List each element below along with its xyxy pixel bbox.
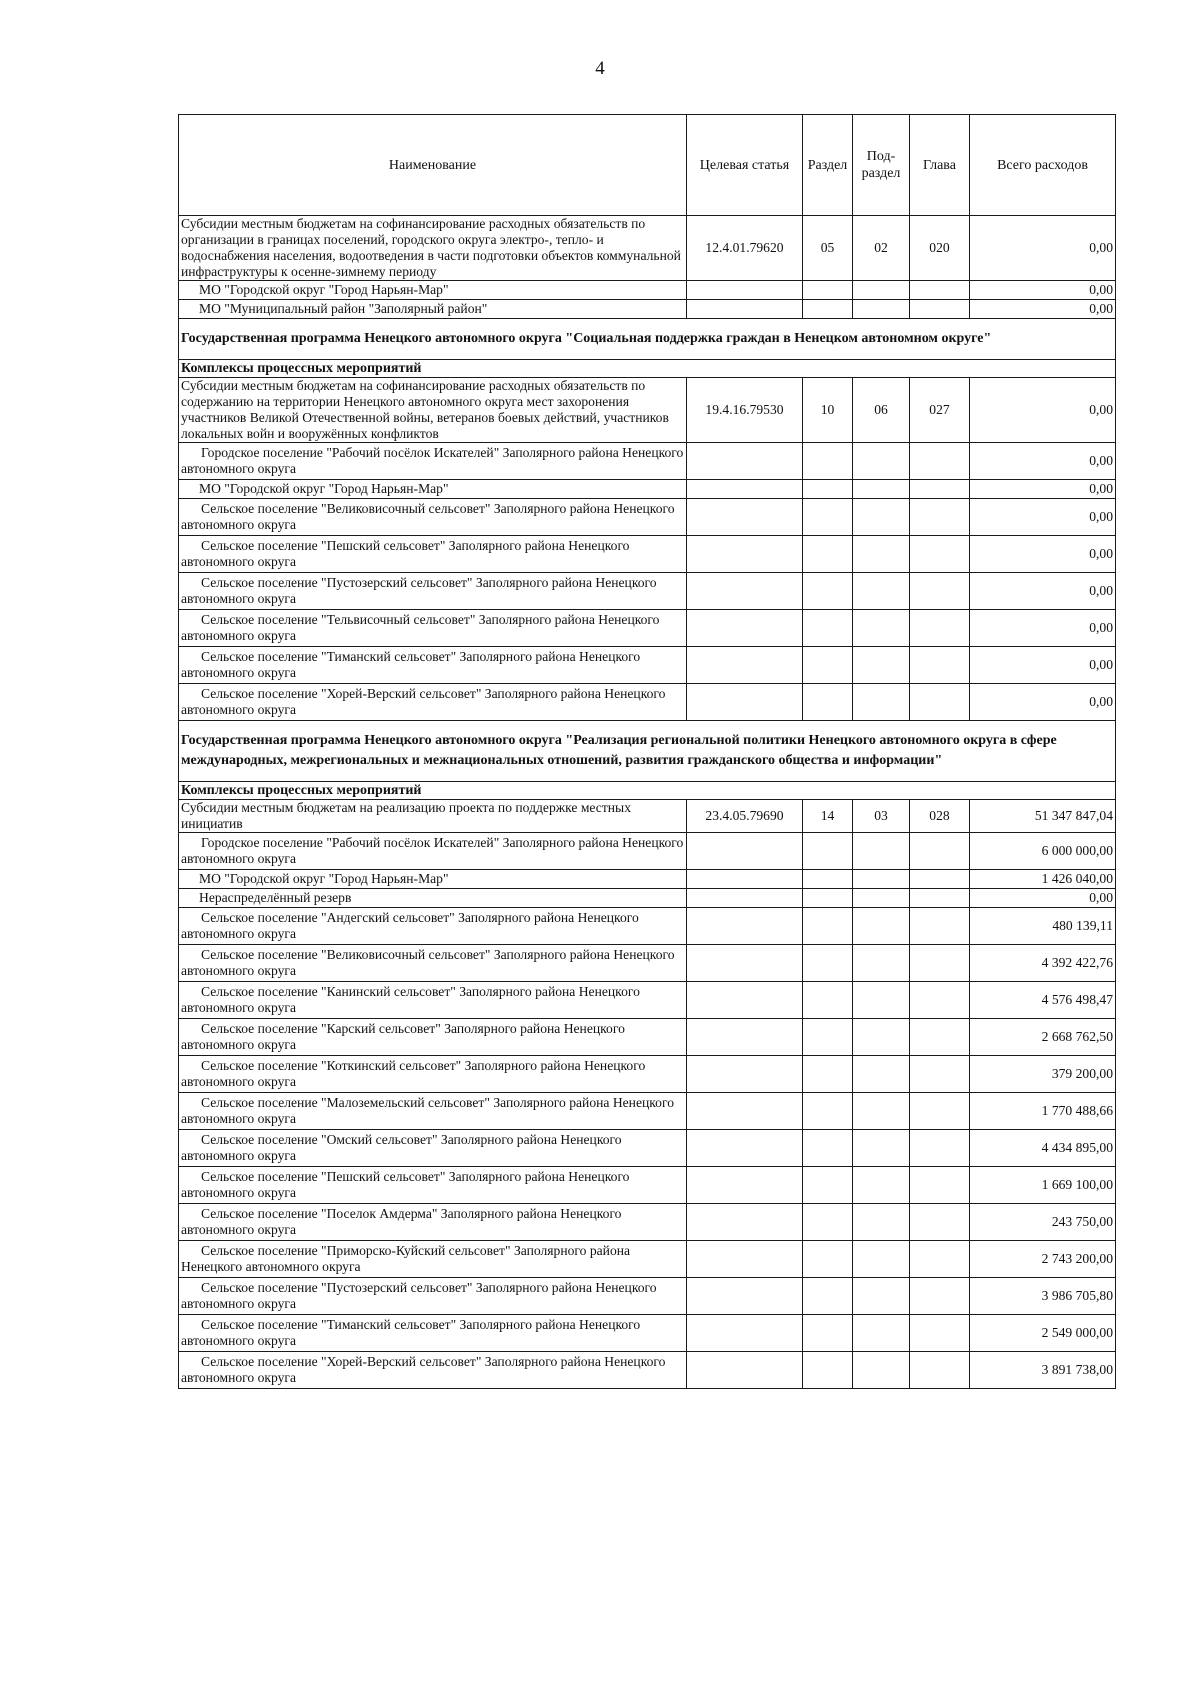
table-row-recipient2	[179, 1352, 1116, 1389]
razdel-code	[803, 1093, 853, 1130]
glava-code	[910, 610, 970, 647]
recipient-name	[179, 1352, 687, 1389]
razdel-code: 14	[803, 800, 853, 833]
glava-code	[910, 443, 970, 480]
podrazdel-code	[853, 1093, 910, 1130]
glava-code	[910, 1352, 970, 1389]
podrazdel-code	[853, 536, 910, 573]
table-row-sub	[179, 782, 1116, 800]
total-amount: 1 770 488,66	[970, 1093, 1116, 1130]
table-row-recipient2	[179, 1315, 1116, 1352]
table-row-recipient	[179, 889, 1116, 908]
razdel-code	[803, 1167, 853, 1204]
podrazdel-code	[853, 908, 910, 945]
podrazdel-code: 06	[853, 378, 910, 443]
program-title: Государственная программа Ненецкого автономного округа "Социальная поддержка граждан в Ненецком автономном округе"	[179, 319, 1116, 360]
recipient-name	[179, 1130, 687, 1167]
recipient-name-text: Сельское поселение "Тиманский сельсовет" Заполярного района Ненецкого автономного округа	[181, 1317, 641, 1348]
recipient-name	[179, 908, 687, 945]
total-amount: 0,00	[970, 684, 1116, 721]
expense-item-name: Субсидии местным бюджетам на софинансирование расходных обязательств по содержанию на территории Ненецкого автономного округа мест захоронения участников Великой Отечественной войны, ветеранов боевых действий, участников локальных войн и вооружённых конфликтов	[179, 378, 687, 443]
table-row-sub	[179, 360, 1116, 378]
header-razdel: Раздел	[803, 115, 853, 216]
recipient-name	[179, 443, 687, 480]
target-code	[687, 1093, 803, 1130]
glava-code	[910, 573, 970, 610]
podrazdel-code	[853, 1167, 910, 1204]
total-amount: 0,00	[970, 281, 1116, 300]
target-code	[687, 573, 803, 610]
expense-item-name: Субсидии местным бюджетам на реализацию проекта по поддержке местных инициатив	[179, 800, 687, 833]
table-row-recipient2	[179, 1093, 1116, 1130]
razdel-code	[803, 499, 853, 536]
table-row-recipient2	[179, 573, 1116, 610]
podrazdel-code	[853, 1019, 910, 1056]
razdel-code: 10	[803, 378, 853, 443]
table-row-recipient	[179, 300, 1116, 319]
table-row-program	[179, 319, 1116, 360]
podrazdel-code	[853, 889, 910, 908]
recipient-name-text: Сельское поселение "Приморско-Куйский сельсовет" Заполярного района Ненецкого автономного округа	[181, 1243, 631, 1274]
header-target: Целевая статья	[687, 115, 803, 216]
razdel-code	[803, 1204, 853, 1241]
total-amount: 6 000 000,00	[970, 833, 1116, 870]
glava-code	[910, 889, 970, 908]
glava-code	[910, 536, 970, 573]
target-code	[687, 982, 803, 1019]
recipient-name	[179, 982, 687, 1019]
target-code	[687, 1019, 803, 1056]
recipient-name	[179, 684, 687, 721]
podrazdel-code	[853, 1315, 910, 1352]
recipient-name-text: Сельское поселение "Пустозерский сельсовет" Заполярного района Ненецкого автономного округа	[181, 1280, 657, 1311]
table-header-row	[179, 115, 1116, 216]
recipient-name-text: Сельское поселение "Хорей-Верский сельсовет" Заполярного района Ненецкого автономного округа	[181, 686, 666, 717]
table-row-recipient	[179, 281, 1116, 300]
table-row-recipient2	[179, 833, 1116, 870]
table-row-recipient2	[179, 1056, 1116, 1093]
total-amount: 0,00	[970, 216, 1116, 281]
table-row-recipient2	[179, 684, 1116, 721]
total-amount: 0,00	[970, 499, 1116, 536]
table-row-program	[179, 721, 1116, 782]
recipient-name-text: Сельское поселение "Поселок Амдерма" Заполярного района Ненецкого автономного округа	[181, 1206, 622, 1237]
recipient-name	[179, 647, 687, 684]
target-code	[687, 281, 803, 300]
total-amount: 0,00	[970, 378, 1116, 443]
table-row-recipient2	[179, 610, 1116, 647]
target-code	[687, 610, 803, 647]
razdel-code	[803, 1278, 853, 1315]
recipient-name-text: Сельское поселение "Пустозерский сельсовет" Заполярного района Ненецкого автономного округа	[181, 575, 657, 606]
glava-code	[910, 1278, 970, 1315]
podrazdel-code	[853, 647, 910, 684]
target-code: 12.4.01.79620	[687, 216, 803, 281]
glava-code	[910, 1056, 970, 1093]
table-row-recipient2	[179, 1204, 1116, 1241]
glava-code	[910, 908, 970, 945]
podrazdel-code	[853, 300, 910, 319]
table-row-item	[179, 378, 1116, 443]
podrazdel-code	[853, 945, 910, 982]
section-subtitle: Комплексы процессных мероприятий	[179, 360, 1116, 378]
target-code	[687, 684, 803, 721]
podrazdel-code	[853, 1130, 910, 1167]
total-amount: 0,00	[970, 300, 1116, 319]
recipient-name	[179, 833, 687, 870]
razdel-code	[803, 1241, 853, 1278]
recipient-name	[179, 1056, 687, 1093]
glava-code	[910, 480, 970, 499]
target-code	[687, 1278, 803, 1315]
table-row-recipient2	[179, 499, 1116, 536]
total-amount: 243 750,00	[970, 1204, 1116, 1241]
table-row-recipient2	[179, 1130, 1116, 1167]
recipient-name: МО "Городской округ "Город Нарьян-Мар"	[179, 281, 687, 300]
target-code	[687, 1056, 803, 1093]
table-body	[179, 216, 1116, 1389]
razdel-code	[803, 1019, 853, 1056]
table-row-recipient2	[179, 536, 1116, 573]
glava-code: 027	[910, 378, 970, 443]
podrazdel-code	[853, 443, 910, 480]
recipient-name-text: Сельское поселение "Тельвисочный сельсовет" Заполярного района Ненецкого автономного округа	[181, 612, 660, 643]
razdel-code	[803, 300, 853, 319]
recipient-name	[179, 1093, 687, 1130]
expense-item-name: Субсидии местным бюджетам на софинансирование расходных обязательств по организации в границах поселений, городского округа электро-, тепло- и водоснабжения населения, водоотведения в части подготовки объектов коммунальной инфраструктуры к осенне-зимнему периоду	[179, 216, 687, 281]
podrazdel-code	[853, 1204, 910, 1241]
recipient-name: МО "Городской округ "Город Нарьян-Мар"	[179, 480, 687, 499]
glava-code	[910, 1315, 970, 1352]
total-amount: 4 392 422,76	[970, 945, 1116, 982]
recipient-name-text: Сельское поселение "Тиманский сельсовет" Заполярного района Ненецкого автономного округа	[181, 649, 641, 680]
target-code: 19.4.16.79530	[687, 378, 803, 443]
razdel-code	[803, 833, 853, 870]
header-name: Наименование	[179, 115, 687, 216]
recipient-name	[179, 610, 687, 647]
recipient-name: МО "Городской округ "Город Нарьян-Мар"	[179, 870, 687, 889]
razdel-code	[803, 908, 853, 945]
glava-code	[910, 945, 970, 982]
recipient-name	[179, 945, 687, 982]
table-row-recipient2	[179, 1278, 1116, 1315]
total-amount: 0,00	[970, 443, 1116, 480]
program-title: Государственная программа Ненецкого автономного округа "Реализация региональной политики Ненецкого автономного округа в сфере международных, межрегиональных и межнациональных отношений, развития гражданского общества и информации"	[179, 721, 1116, 782]
glava-code	[910, 833, 970, 870]
table-row-recipient2	[179, 908, 1116, 945]
recipient-name	[179, 573, 687, 610]
razdel-code	[803, 443, 853, 480]
recipient-name-text: Сельское поселение "Канинский сельсовет" Заполярного района Ненецкого автономного округа	[181, 984, 640, 1015]
razdel-code	[803, 1056, 853, 1093]
target-code	[687, 1204, 803, 1241]
target-code: 23.4.05.79690	[687, 800, 803, 833]
podrazdel-code	[853, 573, 910, 610]
total-amount: 2 668 762,50	[970, 1019, 1116, 1056]
recipient-name	[179, 1019, 687, 1056]
target-code	[687, 889, 803, 908]
recipient-name-text: Сельское поселение "Великовисочный сельсовет" Заполярного района Ненецкого автономного округа	[181, 501, 675, 532]
razdel-code: 05	[803, 216, 853, 281]
table-row-item	[179, 216, 1116, 281]
recipient-name-text: Сельское поселение "Пешский сельсовет" Заполярного района Ненецкого автономного округа	[181, 1169, 630, 1200]
target-code	[687, 647, 803, 684]
recipient-name-text: Сельское поселение "Пешский сельсовет" Заполярного района Ненецкого автономного округа	[181, 538, 630, 569]
razdel-code	[803, 945, 853, 982]
header-total: Всего расходов	[970, 115, 1116, 216]
recipient-name-text: Городское поселение "Рабочий посёлок Искателей" Заполярного района Ненецкого автономного округа	[181, 445, 684, 476]
total-amount: 4 576 498,47	[970, 982, 1116, 1019]
table-row-recipient	[179, 870, 1116, 889]
budget-table	[178, 114, 1116, 1389]
glava-code: 020	[910, 216, 970, 281]
recipient-name	[179, 1315, 687, 1352]
razdel-code	[803, 684, 853, 721]
podrazdel-code	[853, 281, 910, 300]
total-amount: 1 669 100,00	[970, 1167, 1116, 1204]
podrazdel-code	[853, 610, 910, 647]
glava-code	[910, 647, 970, 684]
target-code	[687, 480, 803, 499]
total-amount: 379 200,00	[970, 1056, 1116, 1093]
recipient-name-text: Сельское поселение "Коткинский сельсовет" Заполярного района Ненецкого автономного округа	[181, 1058, 646, 1089]
podrazdel-code	[853, 499, 910, 536]
total-amount: 0,00	[970, 480, 1116, 499]
table-row-recipient2	[179, 1167, 1116, 1204]
podrazdel-code	[853, 480, 910, 499]
target-code	[687, 300, 803, 319]
podrazdel-code	[853, 870, 910, 889]
total-amount: 480 139,11	[970, 908, 1116, 945]
table-row-recipient2	[179, 1019, 1116, 1056]
total-amount: 2 549 000,00	[970, 1315, 1116, 1352]
podrazdel-code	[853, 1056, 910, 1093]
razdel-code	[803, 536, 853, 573]
target-code	[687, 870, 803, 889]
page-number: 4	[595, 58, 605, 79]
target-code	[687, 945, 803, 982]
podrazdel-code	[853, 1352, 910, 1389]
glava-code: 028	[910, 800, 970, 833]
table-row-recipient2	[179, 647, 1116, 684]
total-amount: 4 434 895,00	[970, 1130, 1116, 1167]
glava-code	[910, 1130, 970, 1167]
target-code	[687, 1352, 803, 1389]
glava-code	[910, 870, 970, 889]
glava-code	[910, 1167, 970, 1204]
target-code	[687, 443, 803, 480]
total-amount: 3 891 738,00	[970, 1352, 1116, 1389]
total-amount: 0,00	[970, 647, 1116, 684]
razdel-code	[803, 281, 853, 300]
recipient-name	[179, 1167, 687, 1204]
razdel-code	[803, 889, 853, 908]
target-code	[687, 536, 803, 573]
glava-code	[910, 1019, 970, 1056]
table-row-recipient2	[179, 1241, 1116, 1278]
total-amount: 0,00	[970, 610, 1116, 647]
razdel-code	[803, 610, 853, 647]
total-amount: 1 426 040,00	[970, 870, 1116, 889]
target-code	[687, 1130, 803, 1167]
podrazdel-code	[853, 833, 910, 870]
recipient-name-text: Сельское поселение "Хорей-Верский сельсовет" Заполярного района Ненецкого автономного округа	[181, 1354, 666, 1385]
glava-code	[910, 499, 970, 536]
section-subtitle: Комплексы процессных мероприятий	[179, 782, 1116, 800]
razdel-code	[803, 1352, 853, 1389]
recipient-name-text: Городское поселение "Рабочий посёлок Искателей" Заполярного района Ненецкого автономного округа	[181, 835, 684, 866]
razdel-code	[803, 982, 853, 1019]
table-row-recipient2	[179, 945, 1116, 982]
table-row-recipient2	[179, 982, 1116, 1019]
target-code	[687, 499, 803, 536]
razdel-code	[803, 870, 853, 889]
podrazdel-code	[853, 684, 910, 721]
recipient-name-text: Сельское поселение "Великовисочный сельсовет" Заполярного района Ненецкого автономного округа	[181, 947, 675, 978]
recipient-name	[179, 1204, 687, 1241]
target-code	[687, 908, 803, 945]
target-code	[687, 1315, 803, 1352]
podrazdel-code	[853, 1241, 910, 1278]
recipient-name	[179, 1241, 687, 1278]
glava-code	[910, 281, 970, 300]
target-code	[687, 833, 803, 870]
header-podrazdel: Под- раздел	[853, 115, 910, 216]
total-amount: 3 986 705,80	[970, 1278, 1116, 1315]
header-glava: Глава	[910, 115, 970, 216]
table-row-recipient2	[179, 443, 1116, 480]
target-code	[687, 1241, 803, 1278]
glava-code	[910, 1241, 970, 1278]
podrazdel-code	[853, 982, 910, 1019]
recipient-name	[179, 499, 687, 536]
glava-code	[910, 300, 970, 319]
table-row-recipient	[179, 480, 1116, 499]
recipient-name	[179, 1278, 687, 1315]
total-amount: 2 743 200,00	[970, 1241, 1116, 1278]
target-code	[687, 1167, 803, 1204]
recipient-name	[179, 536, 687, 573]
recipient-name-text: Сельское поселение "Малоземельский сельсовет" Заполярного района Ненецкого автономного округа	[181, 1095, 674, 1126]
recipient-name: Нераспределённый резерв	[179, 889, 687, 908]
recipient-name: МО "Муниципальный район "Заполярный район"	[179, 300, 687, 319]
glava-code	[910, 1204, 970, 1241]
razdel-code	[803, 573, 853, 610]
podrazdel-code: 02	[853, 216, 910, 281]
total-amount: 0,00	[970, 889, 1116, 908]
recipient-name-text: Сельское поселение "Андегский сельсовет" Заполярного района Ненецкого автономного округа	[181, 910, 639, 941]
table-row-item	[179, 800, 1116, 833]
razdel-code	[803, 480, 853, 499]
total-amount: 0,00	[970, 573, 1116, 610]
podrazdel-code	[853, 1278, 910, 1315]
glava-code	[910, 1093, 970, 1130]
razdel-code	[803, 647, 853, 684]
glava-code	[910, 684, 970, 721]
glava-code	[910, 982, 970, 1019]
recipient-name-text: Сельское поселение "Карский сельсовет" Заполярного района Ненецкого автономного округа	[181, 1021, 625, 1052]
total-amount: 51 347 847,04	[970, 800, 1116, 833]
razdel-code	[803, 1130, 853, 1167]
total-amount: 0,00	[970, 536, 1116, 573]
razdel-code	[803, 1315, 853, 1352]
recipient-name-text: Сельское поселение "Омский сельсовет" Заполярного района Ненецкого автономного округа	[181, 1132, 622, 1163]
podrazdel-code: 03	[853, 800, 910, 833]
